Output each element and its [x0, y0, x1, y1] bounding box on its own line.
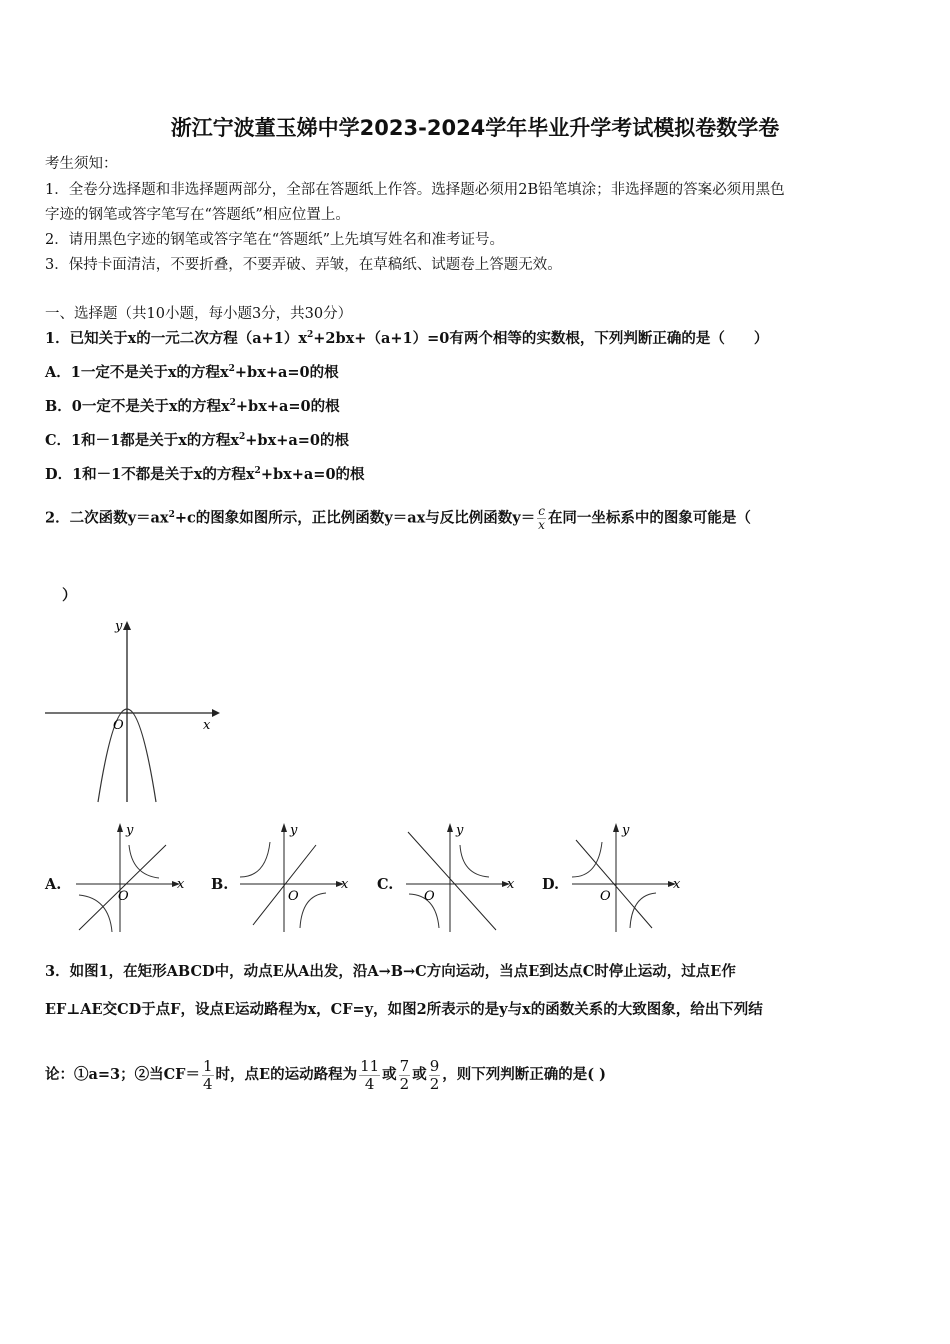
q1-option-a[interactable]: A．1一定不是关于x的方程$x^2+bx+a=0$的根 [45, 364, 339, 381]
notice-item: 字迹的钢笔或答字笔写在“答题纸”相应位置上。 [45, 207, 350, 223]
svg-text:y: y [126, 823, 134, 838]
section-heading: 一、选择题（共10小题，每小题3分，共30分） [45, 306, 353, 322]
question-3-line-2: EF⊥AE交CD于点F，设点E运动路程为x，CF=y，如图2所表示的是y与x的函数关系的大致图象，给出下列结 [45, 1001, 763, 1018]
q2-option-d-graph[interactable] [570, 820, 682, 932]
q2-option-c-label[interactable]: C. [377, 876, 394, 893]
q1-option-b[interactable]: B．0一定不是关于x的方程$x^2+bx+a=0$的根 [45, 398, 340, 415]
svg-text:x: x [341, 877, 349, 892]
q2-option-a-label[interactable]: A. [45, 876, 62, 893]
page-title: 浙江宁波董玉娣中学2023-2024学年毕业升学考试模拟卷数学卷 [170, 116, 780, 140]
parabola-graph [40, 618, 220, 804]
q2-option-d-label[interactable]: D. [542, 876, 560, 893]
notice-item: 3．保持卡面清洁，不要折叠，不要弄破、弄皱，在草稿纸、试题卷上答题无效。 [45, 257, 562, 273]
question-1-stem: 1．已知关于x的一元二次方程$(a+1)x^2+2bx+(a+1)=0$有两个相等的实数根，下列判断正确的是（ ） [45, 330, 769, 347]
notice-item: 2．请用黑色字迹的钢笔或答字笔在“答题纸”上先填写姓名和准考证号。 [45, 232, 505, 248]
q1-option-d[interactable]: D．1和－1不都是关于x的方程$x^2+bx+a=0$的根 [45, 466, 365, 483]
svg-text:y: y [115, 619, 123, 634]
question-2-close: ） [62, 587, 77, 604]
svg-text:x: x [673, 877, 681, 892]
fraction-c-over-x: $\frac{c}{x}$ [538, 504, 545, 533]
svg-text:O: O [424, 889, 435, 904]
svg-text:O: O [118, 889, 129, 904]
q2-option-a-graph[interactable] [74, 820, 186, 932]
svg-text:x: x [507, 877, 515, 892]
svg-text:y: y [290, 823, 298, 838]
svg-text:x: x [203, 718, 211, 733]
question-2-stem: 2．二次函数$y=ax^2+c$的图象如图所示，正比例函数y＝ax与反比例函数y＝ $\frac{c}{x}$ 在同一坐标系中的图象可能是（ [45, 504, 751, 533]
svg-text:O: O [600, 889, 611, 904]
q2-option-b-graph[interactable] [238, 820, 350, 932]
notice-item: 1．全卷分选择题和非选择题两部分，全部在答题纸上作答。选择题必须用2B铅笔填涂；非选择题的答案必须用黑色 [45, 182, 785, 198]
notice-heading: 考生须知： [45, 156, 118, 172]
q1-option-c[interactable]: C．1和－1都是关于x的方程$x^2+bx+a=0$的根 [45, 432, 349, 449]
q2-option-b-label[interactable]: B. [211, 876, 229, 893]
svg-text:y: y [622, 823, 630, 838]
svg-text:x: x [177, 877, 185, 892]
svg-text:y: y [456, 823, 464, 838]
question-3-line-3: 论：①a=3；②当CF＝ $\frac{1}{4}$ 时，点E的运动路程为 $\frac{11}{4}$ 或 $\frac{7}{2}$ 或 $\frac{9}{2}$ ，则下列判断正确的是( ) [45, 1057, 607, 1093]
svg-text:O: O [288, 889, 299, 904]
q2-option-c-graph[interactable] [404, 820, 516, 932]
svg-text:O: O [113, 718, 124, 733]
question-3-line-1: 3．如图1，在矩形ABCD中，动点E从A出发，沿A→B→C方向运动，当点E到达点C时停止运动，过点E作 [45, 963, 736, 980]
